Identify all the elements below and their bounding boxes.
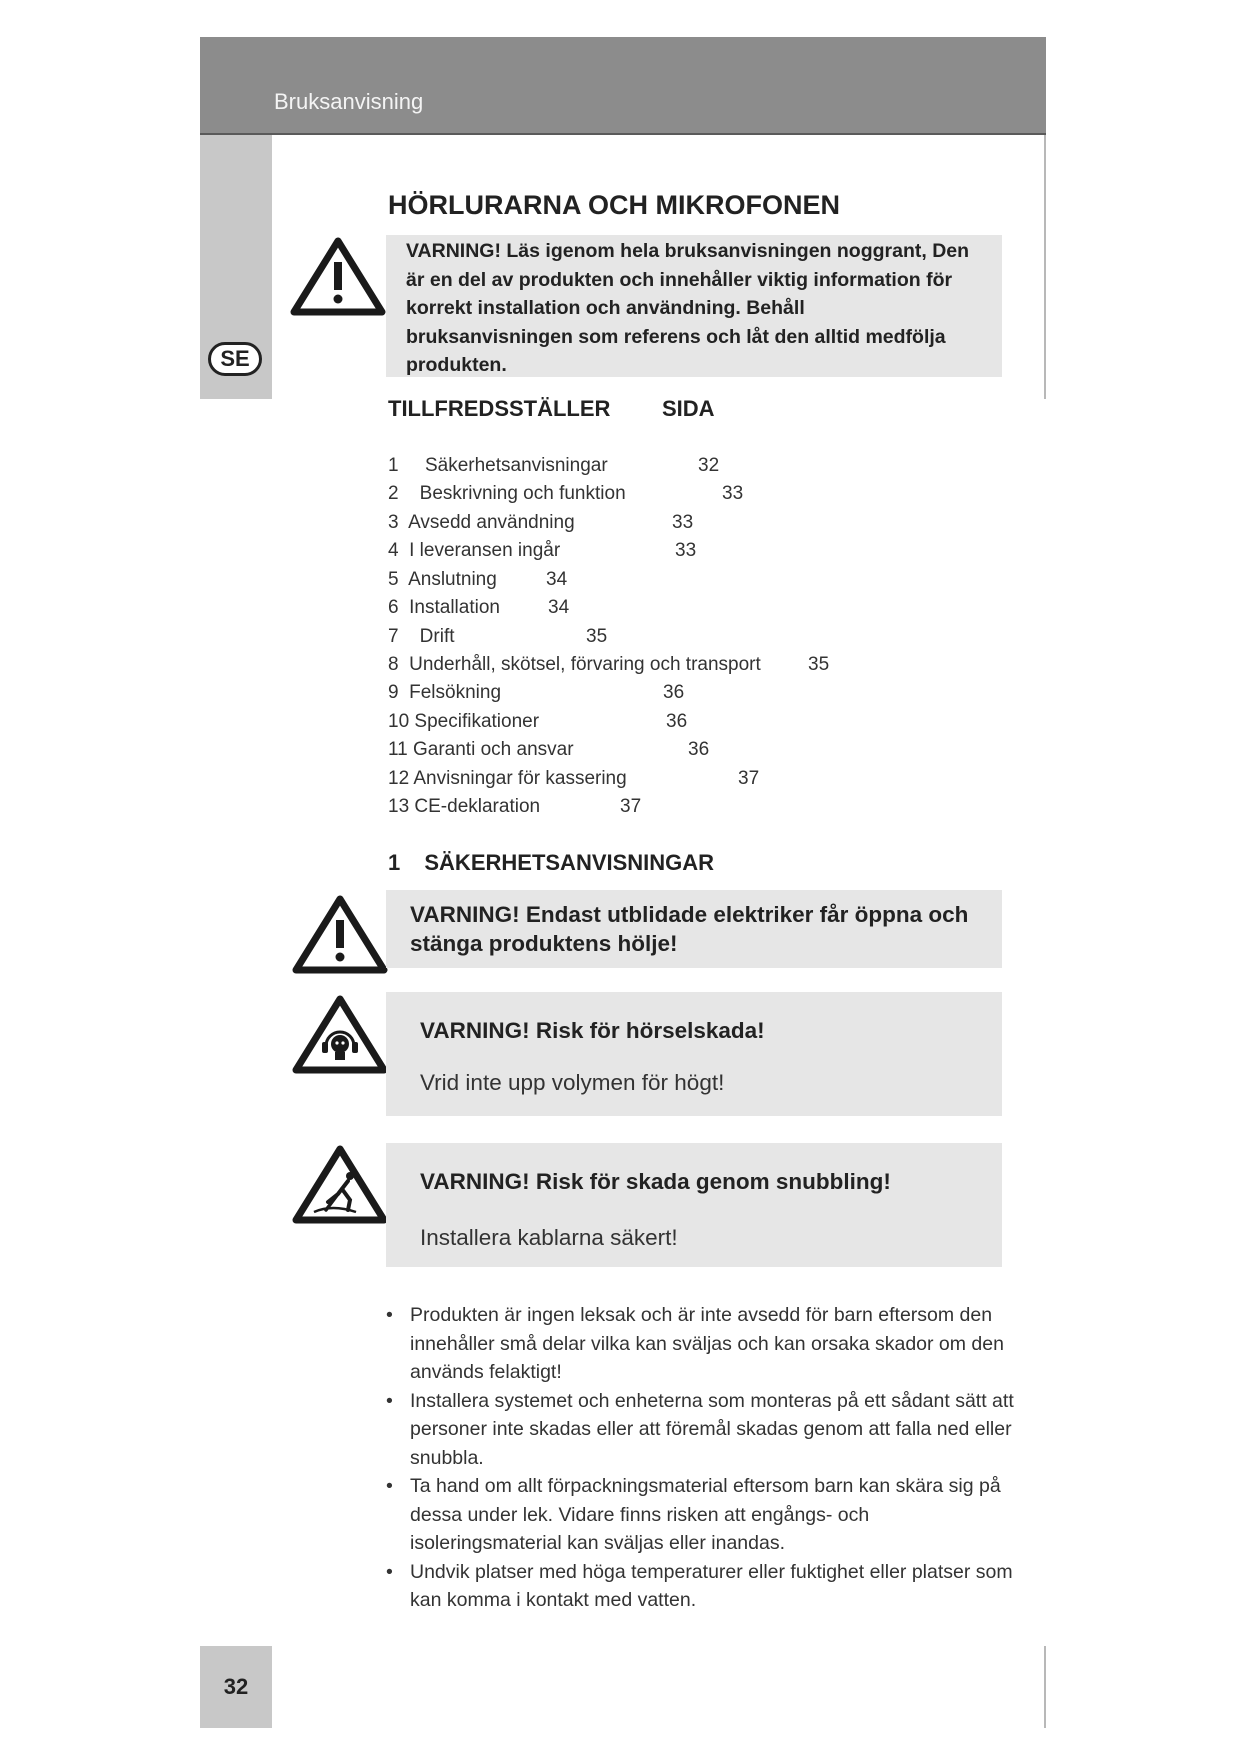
warning-text: Vrid inte upp volymen för högt!	[420, 1070, 725, 1095]
header-bar	[200, 37, 1046, 135]
trip-hazard-icon	[292, 1144, 388, 1224]
section-title: SÄKERHETSANVISNINGAR	[424, 850, 715, 875]
toc-item: 7 Drift	[388, 626, 455, 647]
toc-item: 9 Felsökning	[388, 682, 502, 703]
toc-item: 5 Anslutning	[388, 569, 497, 590]
toc-page: 36	[666, 711, 688, 732]
toc-item: 8 Underhåll, skötsel, förvaring och transport	[388, 654, 761, 675]
list-item: • Undvik platser med höga temperaturer eller fuktighet eller platser som kan komma i kontakt med vatten.	[384, 1558, 1014, 1615]
hearing-damage-icon	[292, 994, 388, 1074]
toc-page: 34	[546, 569, 568, 590]
right-edge-line	[1044, 1646, 1046, 1728]
section-number: 1	[388, 850, 401, 875]
warning-box	[386, 992, 1002, 1116]
toc-page: 34	[548, 597, 570, 618]
toc-page: 32	[698, 455, 720, 476]
general-warning-icon	[292, 894, 388, 974]
toc-page: 36	[663, 682, 685, 703]
safety-bullet-list	[384, 1301, 1014, 1615]
toc-page: 35	[586, 626, 608, 647]
toc-page-heading: SIDA	[662, 396, 715, 421]
page-title: HÖRLURARNA OCH MIKROFONEN	[388, 190, 840, 220]
warning-title: VARNING! Endast utblidade elektriker får öppna och stänga produktens hölje!	[410, 902, 969, 956]
toc-page: 33	[675, 540, 697, 561]
side-strip	[200, 135, 272, 399]
warning-title: VARNING! Risk för skada genom snubbling!	[420, 1169, 891, 1194]
toc-page: 33	[722, 483, 744, 504]
toc-item: 1 Säkerhetsanvisningar	[388, 455, 608, 476]
right-edge-line	[1044, 135, 1046, 399]
list-item: • Installera systemet och enheterna som monteras på ett sådant sätt att personer inte skadas eller att föremål skadas genom att falla ned eller snubbla.	[384, 1387, 1014, 1473]
toc-item: 10 Specifikationer	[388, 711, 540, 732]
toc-item: 12 Anvisningar för kassering	[388, 768, 627, 789]
toc-item: 2 Beskrivning och funktion	[388, 483, 626, 504]
toc-item: 3 Avsedd användning	[388, 512, 575, 533]
intro-warning-box	[386, 235, 1002, 377]
warning-box	[386, 1143, 1002, 1267]
toc-page: 36	[688, 739, 710, 760]
language-badge: SE	[208, 342, 262, 376]
list-item: • Produkten är ingen leksak och är inte avsedd för barn eftersom den innehåller små delar vilka kan sväljas och kan orsaka skador om den används felaktigt!	[384, 1301, 1014, 1387]
general-warning-icon	[290, 236, 386, 316]
warning-text: Installera kablarna säkert!	[420, 1225, 678, 1250]
section-heading	[388, 850, 714, 876]
header-title: Bruksanvisning	[274, 89, 424, 114]
toc-page: 33	[672, 512, 694, 533]
page-number: 32	[200, 1646, 272, 1728]
toc-page: 37	[738, 768, 760, 789]
list-item: • Ta hand om allt förpackningsmaterial eftersom barn kan skära sig på dessa under lek. Vidare finns risken att engångs- och isoleringsmaterial kan sväljas eller inandas.	[384, 1472, 1014, 1558]
toc-item: 4 I leveransen ingår	[388, 540, 561, 561]
toc-item: 13 CE-deklaration	[388, 796, 541, 817]
toc-page: 37	[620, 796, 642, 817]
warning-box	[386, 890, 1002, 968]
toc-item: 6 Installation	[388, 597, 500, 618]
toc-item: 11 Garanti och ansvar	[388, 739, 574, 760]
intro-warning-text: VARNING! Läs igenom hela bruksanvisningen noggrant, Den är en del av produkten och innehåller viktig information för korrekt installation och användning. Behåll bruksanvisningen som referens och låt den alltid medfölja produkten.	[406, 240, 970, 376]
toc-page: 35	[808, 654, 830, 675]
toc-heading: TILLFREDSSTÄLLER	[388, 396, 611, 421]
warning-title: VARNING! Risk för hörselskada!	[420, 1018, 765, 1043]
